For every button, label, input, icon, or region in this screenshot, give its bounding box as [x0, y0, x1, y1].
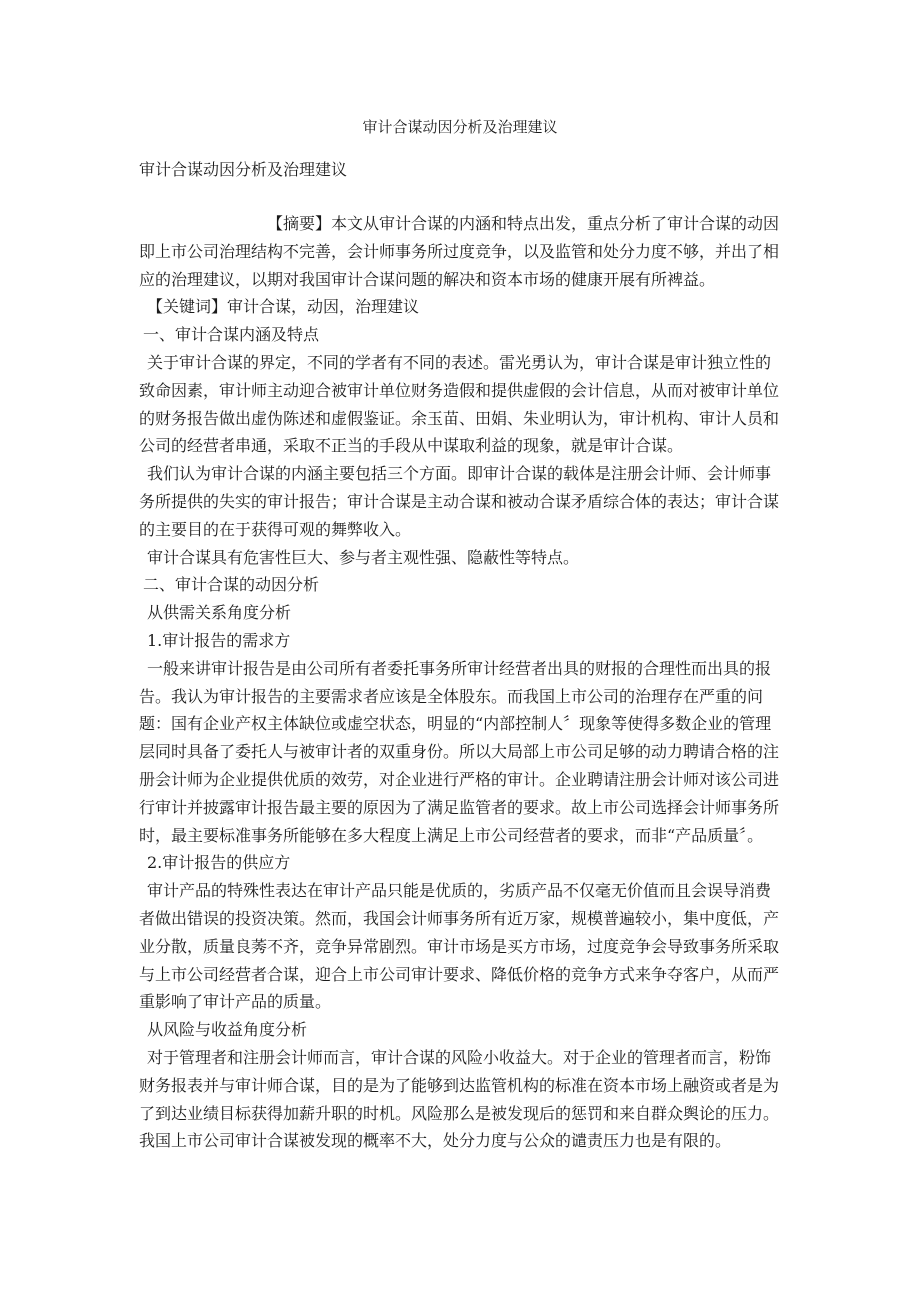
body-paragraph: 对于管理者和注册会计师而言，审计合谋的风险小收益大。对于企业的管理者而言，粉饰财务报表并与审计师合谋，目的是为了能够到达监管机构的标准在资本市场上融资或者是为了到达业绩目标获得加薪升职的时机。风险那么是被发现后的惩罚和来自群众舆论的压力。我国上市公司审计合谋被发现的概率不大，处分力度与公众的谴责压力也是有限的。	[139, 1047, 780, 1151]
body-paragraph: 我们认为审计合谋的内涵主要包括三个方面。即审计合谋的载体是注册会计师、会计师事务所提供的失实的审计报告；审计合谋是主动合谋和被动合谋矛盾综合体的表达；审计合谋的主要目的在于获得可观的舞弊收入。	[139, 464, 780, 539]
section-heading-1: 一、审计合谋内涵及特点	[143, 325, 320, 345]
body-paragraph: 审计产品的特殊性表达在审计产品只能是优质的，劣质产品不仅毫无价值而且会误导消费者做出错误的投资决策。然而，我国会计师事务所有近万家，规模普遍较小，集中度低，产业分散，质量良莠不齐，竞争异常剧烈。审计市场是买方市场，过度竞争会导致事务所采取与上市公司经营者合谋，迎合上市公司审计要求、降低价格的竞争方式来争夺客户，从而严重影响了审计产品的质量。	[139, 881, 780, 1012]
section-heading-2: 二、审计合谋的动因分析	[143, 575, 320, 595]
item-heading-1: 1.审计报告的需求方	[147, 630, 291, 650]
subsection-heading: 从供需关系角度分析	[147, 603, 292, 623]
keywords-line: 【关键词】审计合谋，动因，治理建议	[147, 297, 420, 317]
body-paragraph: 关于审计合谋的界定，不同的学者有不同的表述。雷光勇认为，审计合谋是审计独立性的致命因素，审计师主动迎合被审计单位财务造假和提供虚假的会计信息，从而对被审计单位的财务报告做出虚伪陈述和虚假鉴证。余玉苗、田娟、朱业明认为，审计机构、审计人员和公司的经营者串通，采取不正当的手段从中谋取利益的现象，就是审计合谋。	[139, 352, 780, 456]
document-body	[139, 210, 781, 1155]
document-title: 审计合谋动因分析及治理建议	[362, 118, 558, 136]
document-subtitle: 审计合谋动因分析及治理建议	[139, 160, 348, 179]
subsection-heading: 从风险与收益角度分析	[147, 1020, 308, 1040]
body-paragraph: 审计合谋具有危害性巨大、参与者主观性强、隐蔽性等特点。	[147, 547, 580, 567]
body-paragraph: 一般来讲审计报告是由公司所有者委托事务所审计经营者出具的财报的合理性而出具的报告。我认为审计报告的主要需求者应该是全体股东。而我国上市公司的治理存在严重的问题：国有企业产权主体缺位或虚空状态，明显的“内部控制人〞现象等使得多数企业的管理层同时具备了委托人与被审计者的双重身份。所以大局部上市公司足够的动力聘请合格的注册会计师为企业提供优质的效劳，对企业进行严格的审计。企业聘请注册会计师对该公司进行审计并披露审计报告最主要的原因为了满足监管者的要求。故上市公司选择会计师事务所时，最主要标准事务所能够在多大程度上满足上市公司经营者的要求，而非“产品质量〞。	[139, 658, 780, 845]
abstract-paragraph: 【摘要】本文从审计合谋的内涵和特点出发，重点分析了审计合谋的动因即上市公司治理结构不完善，会计师事务所过度竞争，以及监管和处分力度不够，并出了相应的治理建议，以期对我国审计合谋问题的解决和资本市场的健康开展有所裨益。	[139, 214, 780, 289]
item-heading-2: 2.审计报告的供应方	[147, 853, 291, 873]
